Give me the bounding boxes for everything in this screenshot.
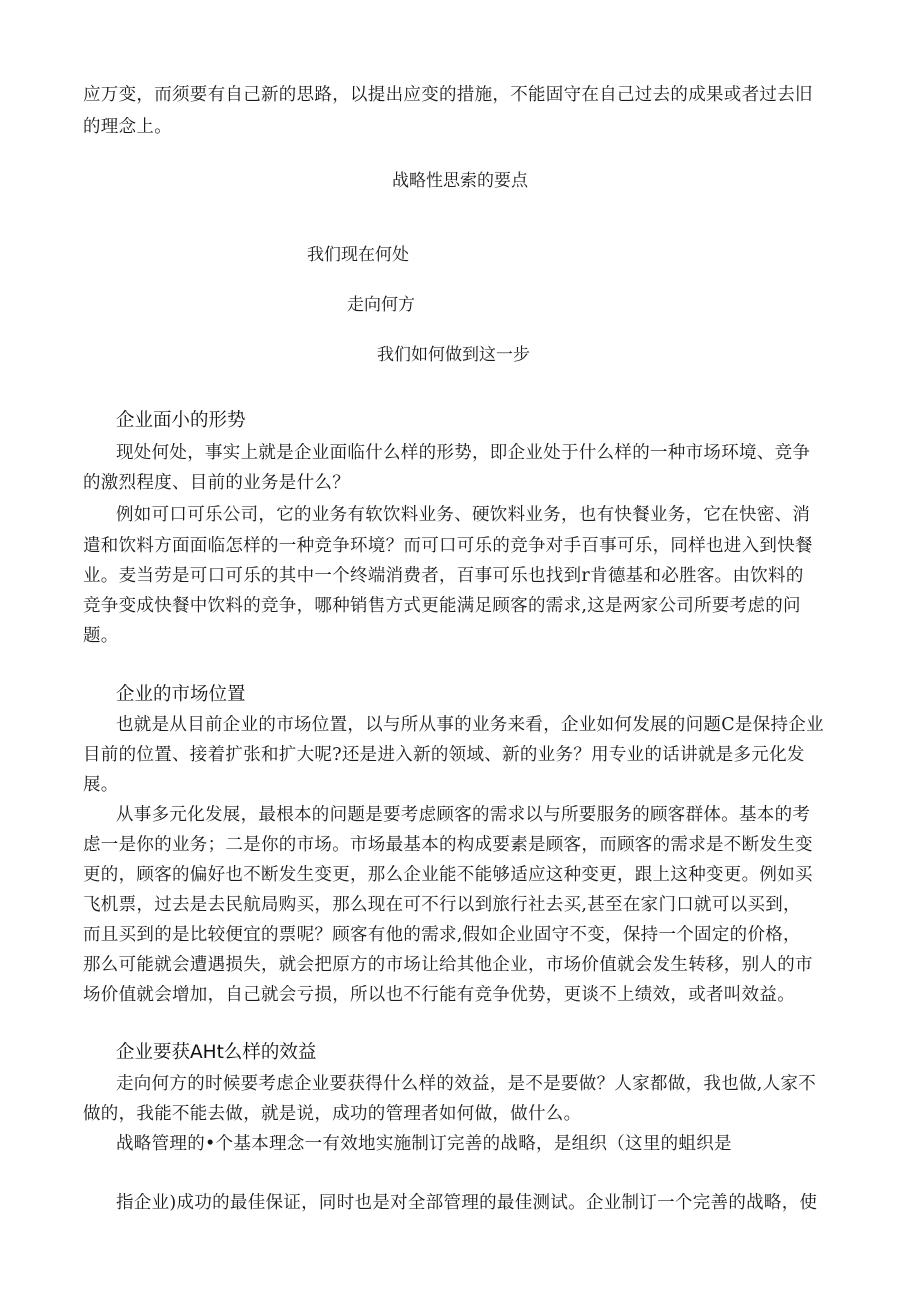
section1-line: 竞争变成快餐中饮料的竞争，哪种销售方式更能满足顾客的需求,这是两家公司所要考虑的问: [83, 596, 801, 616]
section1-line: 现处何处，事实上就是企业面临什么样的形势，即企业处于什么样的一种市场环境、竞争: [116, 443, 811, 463]
section2-line: 虑一是你的业务；二是你的市场。市场最基本的构成要素是顾客，而顾客的需求是不断发生变: [83, 835, 813, 855]
section2-line: 展。: [83, 775, 119, 795]
section1-line: 例如可口可乐公司，它的业务有软饮料业务、硬饮料业务，也有快餐业务，它在快密、消: [116, 505, 811, 525]
section3-line: 战略管理的•个基本理念一有效地实施制订完善的战略，是组织（这里的蛆织是: [116, 1134, 732, 1154]
section2-line: 也就是从目前企业的市场位置，以与所从事的业务来看，企业如何发展的问题C是保持企业: [116, 715, 824, 735]
section3-line: 指企业)成功的最佳保证，同时也是对全部管理的最佳测试。企业制订一个完善的战略，使: [116, 1193, 818, 1213]
intro-line-1: 应万变，而须要有自己新的思路，以提出应变的措施，不能固守在自己过去的成果或者过去旧: [83, 85, 813, 105]
point-where-to-go: 走向何方: [347, 295, 415, 315]
section3-line: 做的，我能不能去做，就是说，成功的管理者如何做，做什么。: [83, 1104, 582, 1124]
section3-line: 走向何方的时候要考虑企业要获得什么样的效益，是不是要做？人家都做，我也做,人家不: [116, 1074, 817, 1094]
section2-line: 目前的位置、接着扩张和扩大呢?还是进入新的领域、新的业务？用专业的话讲就是多元化发: [83, 745, 805, 765]
section1-line: 遣和饮料方面面临怎样的一种竞争环境？而可口可乐的竞争对手百事可乐，同样也进入到快餐: [83, 536, 813, 556]
section2-line: 那么可能就会遭遇损失，就会把原方的市场让给其他企业，市场价值就会发生转移，别人的市: [83, 955, 813, 975]
section2-line: 从事多元化发展，最根本的问题是要考虑顾客的需求以与所要服务的顾客群体。基本的考: [116, 805, 811, 825]
section-heading-market-position: 企业的市场位置: [116, 684, 246, 705]
section-heading-situation: 企业面小的形势: [116, 410, 246, 431]
section2-line: 而且买到的是比较便宜的票呢？顾客有他的需求,假如企业固守不变，保持一个固定的价格，: [83, 925, 801, 945]
intro-line-2: 的理念上。: [83, 117, 172, 137]
point-how-to-get-there: 我们如何做到这一步: [377, 345, 530, 365]
section1-line: 的激烈程度、目前的业务是什么？: [83, 473, 350, 493]
diagram-title: 战略性思索的要点: [392, 171, 528, 191]
section-heading-benefits: 企业要获AHt么样的效益: [116, 1042, 317, 1063]
section2-line: 飞机票，过去是去民航局购买，那么现在可不行以到旅行社去买,甚至在家门口就可以买到，: [83, 895, 801, 915]
section1-line: 题。: [83, 626, 119, 646]
section1-line: 业。麦当劳是可口可乐的其中一个终端消费者，百事可乐也找到r肯德基和必胜客。由饮料的: [83, 566, 804, 586]
section2-line: 场价值就会增加，自己就会亏损，所以也不行能有竞争优势，更谈不上绩效，或者叫效益。: [83, 985, 795, 1005]
point-where-are-we: 我们现在何处: [307, 245, 409, 265]
section2-line: 更的，顾客的偏好也不断发生变更，那么企业能不能够适应这种变更，跟上这种变更。例如买: [83, 865, 813, 885]
